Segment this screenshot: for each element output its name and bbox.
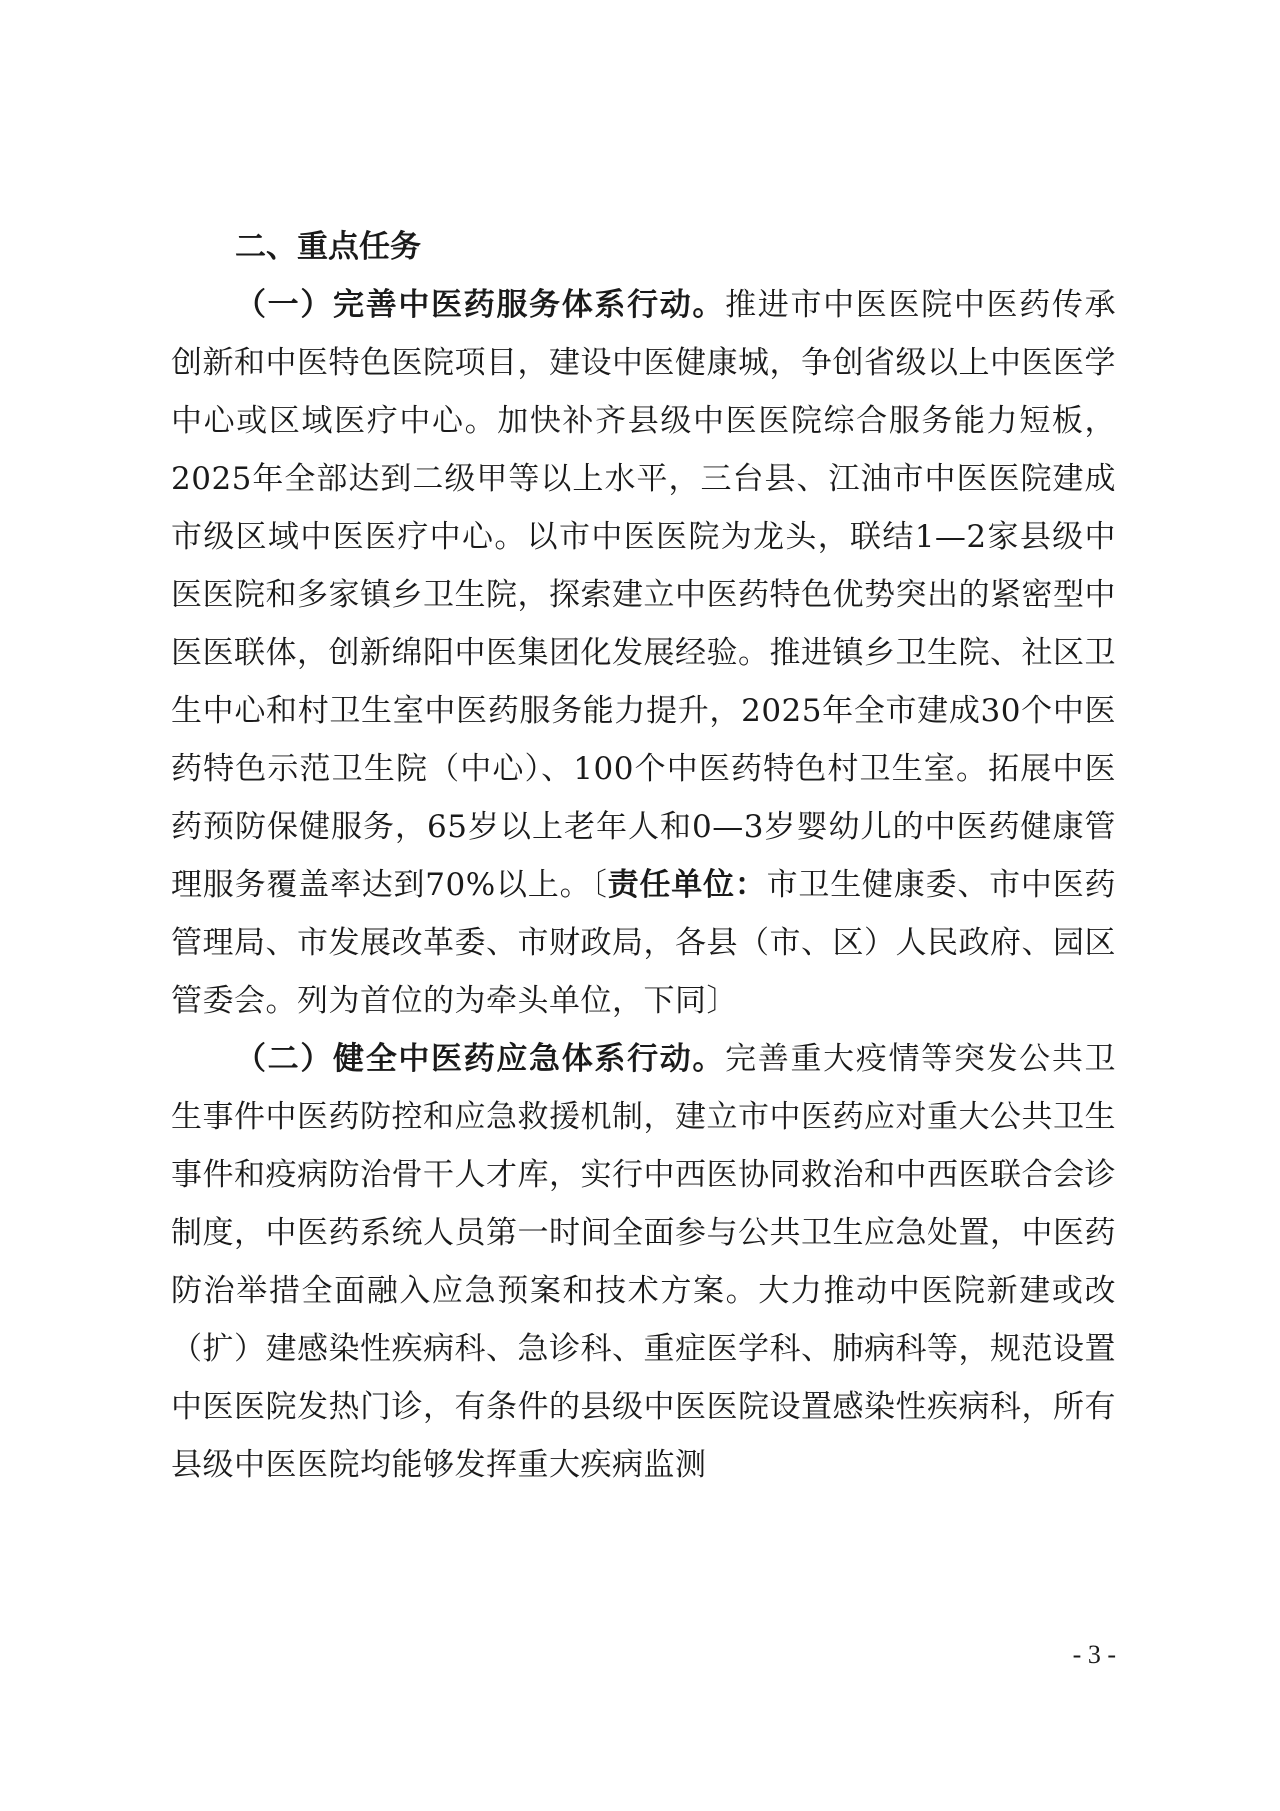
responsibility-close-bracket: 〕	[706, 983, 738, 1019]
paragraph-2-body: 完善重大疫情等突发公共卫生事件中医药防控和应急救援机制，建立市中医药应对重大公共卫生事件和疫病防治骨干人才库，实行中西医协同救治和中西医联合会诊制度，中医药系统人员第一时间全面参与公共卫生应急处置，中医药防治举措全面融入应急预案和技术方案。大力推动中医院新建或改（扩）建感染性疾病科、急诊科、重症医学科、肺病科等，规范设置中医医院发热门诊，有条件的县级中医医院设置感染性疾病科，所有县级中医医院均能够发挥重大疾病监测	[171, 1041, 1117, 1483]
responsibility-units: 市卫生健康委、市中医药管理局、市发展改革委、市财政局，各县（市、区）人民政府、园区管委会。列为首位的为牵头单位，下同	[171, 867, 1117, 1019]
paragraph-1-body: 推进市中医医院中医药传承创新和中医特色医院项目，建设中医健康城，争创省级以上中医医学中心或区域医疗中心。加快补齐县级中医医院综合服务能力短板，2025年全部达到二级甲等以上水平，三台县、江油市中医医院建成市级区域中医医疗中心。以市中医医院为龙头，联结1—2家县级中医医院和多家镇乡卫生院，探索建立中医药特色优势突出的紧密型中医医联体，创新绵阳中医集团化发展经验。推进镇乡卫生院、社区卫生中心和村卫生室中医药服务能力提升，2025年全市建成30个中医药特色示范卫生院（中心）、100个中医药特色村卫生室。拓展中医药预防保健服务，65岁以上老年人和0—3岁婴幼儿的中医药健康管理服务覆盖率达到70%以上。	[171, 287, 1117, 903]
paragraph-2-lead: （二）健全中医药应急体系行动。	[235, 1041, 726, 1077]
section-heading: 二、重点任务	[235, 229, 421, 265]
document-body	[171, 218, 1116, 1494]
paragraph-1-lead: （一）完善中医药服务体系行动。	[235, 287, 726, 323]
paragraph-1	[171, 276, 1116, 1030]
paragraph-2	[171, 1030, 1116, 1494]
responsibility-open-bracket: 〔	[591, 867, 608, 903]
page-number: - 3 -	[1072, 1640, 1116, 1669]
responsibility-label: 责任单位：	[607, 867, 767, 903]
